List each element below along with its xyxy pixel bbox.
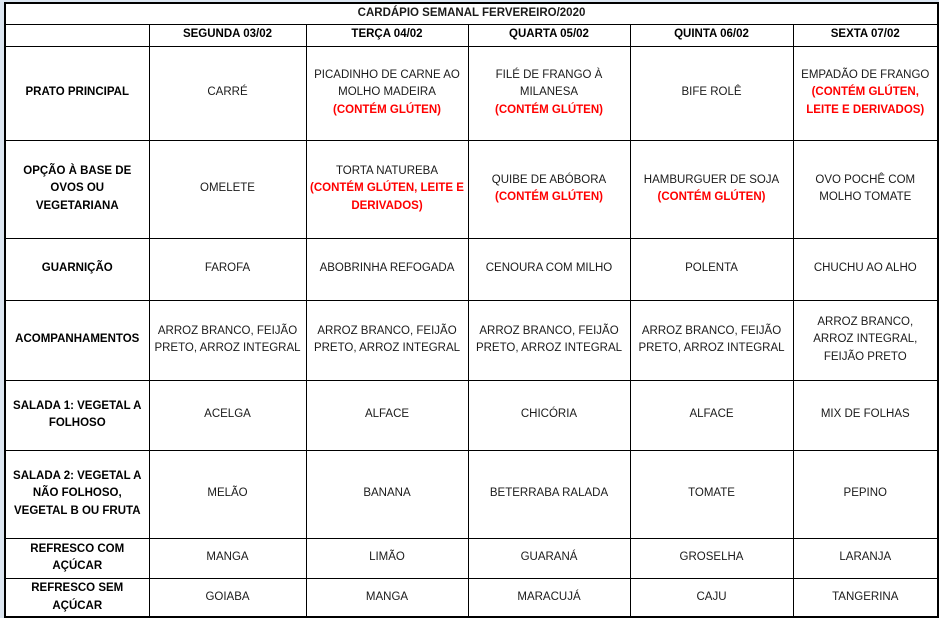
allergen-note: (CONTÉM GLÚTEN) xyxy=(333,104,441,117)
menu-cell: MANGA xyxy=(306,578,468,617)
row-label: ACOMPANHAMENTOS xyxy=(5,300,149,380)
menu-cell: FAROFA xyxy=(149,238,306,300)
menu-cell: OVO POCHÊ COM MOLHO TOMATE xyxy=(793,140,938,238)
menu-cell: TANGERINA xyxy=(793,578,938,617)
menu-cell: QUIBE DE ABÓBORA (CONTÉM GLÚTEN) xyxy=(468,140,630,238)
menu-cell: CENOURA COM MILHO xyxy=(468,238,630,300)
table-row-acompanhamentos xyxy=(5,300,938,380)
menu-cell: CARRÉ xyxy=(149,46,306,140)
menu-cell: MANGA xyxy=(149,538,306,578)
row-label: REFRESCO COM AÇÚCAR xyxy=(5,538,149,578)
menu-cell: GUARANÁ xyxy=(468,538,630,578)
menu-cell: LIMÃO xyxy=(306,538,468,578)
column-header-tuesday: TERÇA 04/02 xyxy=(306,24,468,46)
menu-cell: BANANA xyxy=(306,450,468,538)
table-row-prato-principal xyxy=(5,46,938,140)
menu-cell: ALFACE xyxy=(630,380,793,450)
menu-cell: ARROZ BRANCO, FEIJÃO PRETO, ARROZ INTEGRAL xyxy=(468,300,630,380)
table-row-refresco-com-acucar xyxy=(5,538,938,578)
menu-cell: MIX DE FOLHAS xyxy=(793,380,938,450)
allergen-note: (CONTÉM GLÚTEN) xyxy=(495,191,603,204)
table-row-opcao-vegetariana xyxy=(5,140,938,238)
row-label: PRATO PRINCIPAL xyxy=(5,46,149,140)
table-row-guarnicao xyxy=(5,238,938,300)
allergen-note: (CONTÉM GLÚTEN) xyxy=(657,191,766,204)
menu-cell: FILÉ DE FRANGO À MILANESA (CONTÉM GLÚTEN) xyxy=(468,46,630,140)
allergen-note: (CONTÉM GLÚTEN) xyxy=(495,104,603,117)
menu-cell: MARACUJÁ xyxy=(468,578,630,617)
menu-cell: PEPINO xyxy=(793,450,938,538)
row-label: OPÇÃO À BASE DE OVOS OU VEGETARIANA xyxy=(5,140,149,238)
table-row-salada-1 xyxy=(5,380,938,450)
table-row-refresco-sem-acucar xyxy=(5,578,938,617)
menu-cell: CHICÓRIA xyxy=(468,380,630,450)
menu-cell: TOMATE xyxy=(630,450,793,538)
menu-cell: CHUCHU AO ALHO xyxy=(793,238,938,300)
menu-cell: GOIABA xyxy=(149,578,306,617)
row-label: SALADA 1: VEGETAL A FOLHOSO xyxy=(5,380,149,450)
menu-cell: GROSELHA xyxy=(630,538,793,578)
menu-cell: ALFACE xyxy=(306,380,468,450)
menu-cell: BIFE ROLÊ xyxy=(630,46,793,140)
menu-cell: CAJU xyxy=(630,578,793,617)
allergen-note: (CONTÉM GLÚTEN, LEITE E DERIVADOS) xyxy=(310,182,464,213)
allergen-note: (CONTÉM GLÚTEN, LEITE E DERIVADOS) xyxy=(806,86,925,117)
row-label: REFRESCO SEM AÇÚCAR xyxy=(5,578,149,617)
menu-cell: TORTA NATUREBA (CONTÉM GLÚTEN, LEITE E DERIVADOS) xyxy=(306,140,468,238)
menu-cell: ARROZ BRANCO, FEIJÃO PRETO, ARROZ INTEGRAL xyxy=(630,300,793,380)
weekly-menu-table xyxy=(4,2,939,618)
menu-cell: BETERRABA RALADA xyxy=(468,450,630,538)
menu-cell: EMPADÃO DE FRANGO (CONTÉM GLÚTEN, LEITE E DERIVADOS) xyxy=(793,46,938,140)
menu-cell: ACELGA xyxy=(149,380,306,450)
column-header-monday: SEGUNDA 03/02 xyxy=(149,24,306,46)
column-header-thursday: QUINTA 06/02 xyxy=(630,24,793,46)
row-label: GUARNIÇÃO xyxy=(5,238,149,300)
menu-cell: ARROZ BRANCO, FEIJÃO PRETO, ARROZ INTEGRAL xyxy=(306,300,468,380)
menu-cell: ABOBRINHA REFOGADA xyxy=(306,238,468,300)
menu-cell: PICADINHO DE CARNE AO MOLHO MADEIRA (CONTÉM GLÚTEN) xyxy=(306,46,468,140)
table-row-salada-2 xyxy=(5,450,938,538)
menu-cell: POLENTA xyxy=(630,238,793,300)
table-title-row xyxy=(5,3,938,24)
row-label: SALADA 2: VEGETAL A NÃO FOLHOSO, VEGETAL B OU FRUTA xyxy=(5,450,149,538)
menu-cell: MELÃO xyxy=(149,450,306,538)
menu-cell: ARROZ BRANCO, ARROZ INTEGRAL, FEIJÃO PRETO xyxy=(793,300,938,380)
column-header-friday: SEXTA 07/02 xyxy=(793,24,938,46)
menu-cell: ARROZ BRANCO, FEIJÃO PRETO, ARROZ INTEGRAL xyxy=(149,300,306,380)
menu-cell: LARANJA xyxy=(793,538,938,578)
corner-empty-cell xyxy=(5,24,149,46)
column-header-wednesday: QUARTA 05/02 xyxy=(468,24,630,46)
page-title: CARDÁPIO SEMANAL FERVEREIRO/2020 xyxy=(5,3,938,24)
menu-cell: HAMBURGUER DE SOJA (CONTÉM GLÚTEN) xyxy=(630,140,793,238)
menu-cell: OMELETE xyxy=(149,140,306,238)
table-header-row xyxy=(5,24,938,46)
